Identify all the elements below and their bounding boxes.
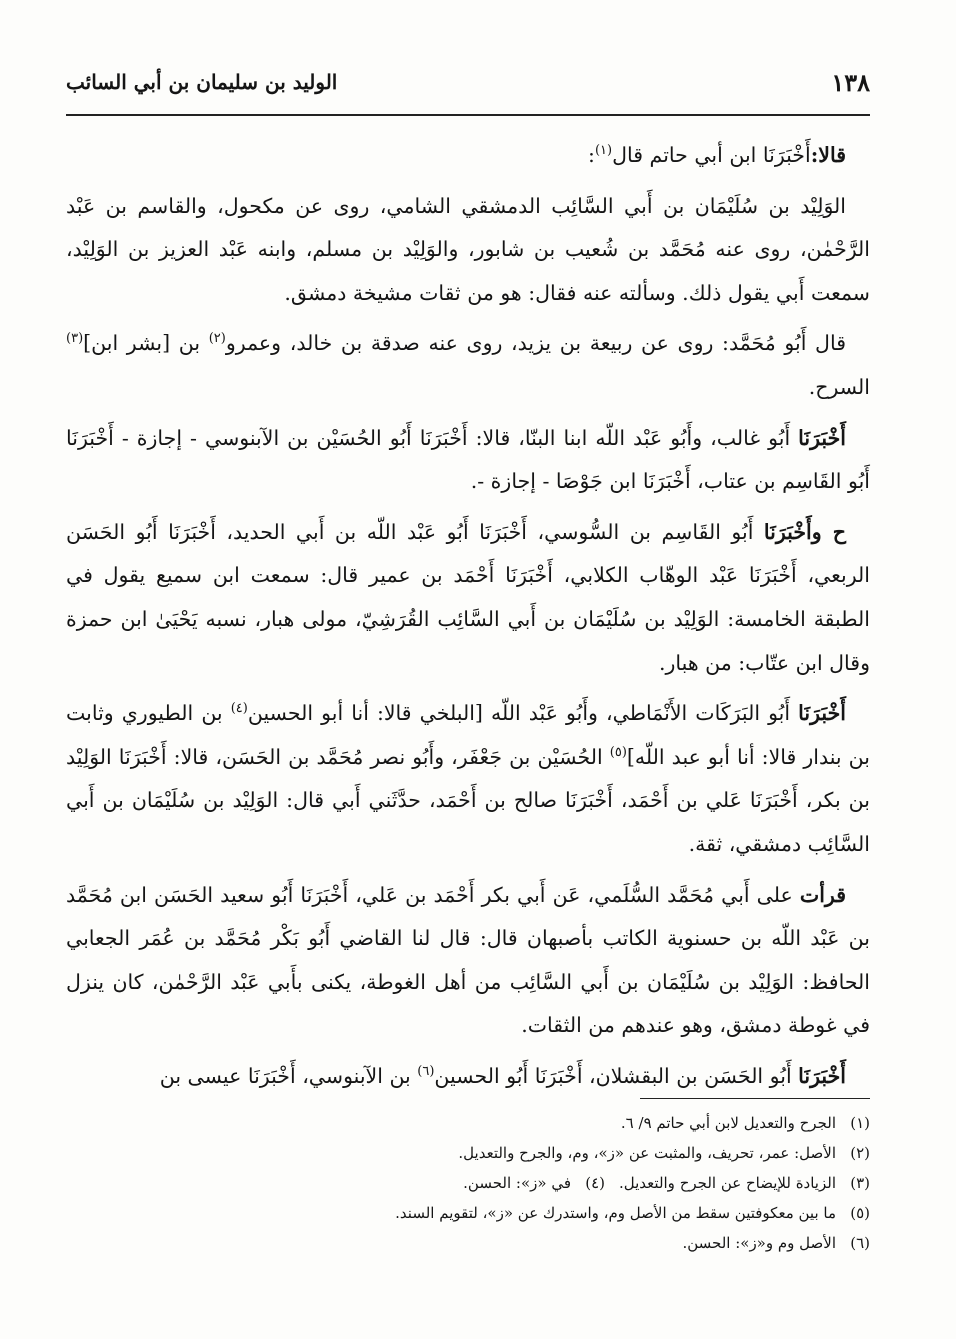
footnote [66, 1108, 870, 1138]
paragraph-text: قال أَبُو مُحَمَّد: روى عن ربيعة بن يزيد، روى عنه صدقة بن خالد، وعمرو [225, 331, 846, 356]
footnote-number: (٤) [585, 1174, 605, 1192]
footnote-reference: (٢) [208, 331, 226, 347]
paragraph-text: الحُسَيْن بن جَعْفَر، وأَبُو نصر مُحَمَّد بن الحَسَن، قالا: أَخْبَرَنَا الوَلِيْد بن بكر، أَخْبَرَنَا عَلي بن أَحْمَد، أَخْبَرَنَا صالح بن أَحْمَد، حدَّثَني أَبي قال: الوَلِيْد بن سُلَيْمَان بن أَبي السَّائِب دمشقي، ثقة. [66, 744, 870, 856]
footnote-number: (٦) [850, 1234, 870, 1252]
paragraph-lead: قالا: [810, 143, 846, 167]
paragraph [66, 185, 870, 316]
page-header [66, 66, 870, 112]
footnote-text: الأصل وم و«ز»: الحسن. [682, 1234, 836, 1252]
paragraph-lead: أَخْبَرَنَا [798, 1063, 846, 1088]
running-title: الوليد بن سليمان بن أبي السائب [66, 70, 338, 94]
footnote-reference: (٦) [417, 1064, 435, 1080]
paragraph-text: أَبُو القَاسِم بن السُّوسي، أَخْبَرَنَا أَبُو عَبْد اللّه بن أَبي الحديد، أَخْبَرَنَا أَبُو الحَسَن الربعي، أَخْبَرَنَا عَبْد الوهّاب الكلابي، أَخْبَرَنَا أَحْمَد بن عمير قال: سمعت ابن سميع يقول في الطبقة الخامسة: الوَلِيْد بن سُلَيْمَان بن أَبي السَّائِب القُرَشِيّ، مولى هبار، نسبه يَحْيَىٰ ابن حمزة وقال ابن عتّاب: من هبار. [66, 519, 870, 675]
footnote-number: (١) [850, 1114, 870, 1132]
footnote-number: (٥) [850, 1204, 870, 1222]
paragraph [66, 874, 870, 1048]
paragraph-lead: أَخْبَرَنَا [798, 425, 846, 450]
footnote [66, 1198, 870, 1228]
paragraph-text: بن الطيوري وثابت بن بندار قالا: أنا أبو عبد اللّه] [66, 701, 870, 769]
paragraph-text: الوَلِيْد بن سُلَيْمَان بن أَبي السَّائِب الدمشقي الشامي، روى عن مكحول، والقاسم بن عَبْد الرَّحْمٰن، روى عنه مُحَمَّد بن شُعيب بن شابور، والوَلِيْد بن مسلم، وابنه عَبْد العزيز بن الوَلِيْد، سمعت أَبي يقول ذلك. وسألته عنه فقال: هو من ثقات مشيخة دمشق. [66, 193, 870, 305]
paragraph-text: على أَبي مُحَمَّد السُّلَمي، عَن أَبي بكر أَحْمَد بن عَلي، أَخْبَرَنَا أَبُو سعيد الحَسَن ابن مُحَمَّد بن عَبْد اللّه بن حسنوية الكاتب بأصبهان قال: قال لنا القاضي أَبُو بَكْر مُحَمَّد بن عُمَر الجعابي الحافظ: الوَلِيْد بن سُلَيْمَان بن أَبي السَّائِب من أهل الغوطة، يكنى بأَبي عَبْد الرَّحْمٰن، كان ينزل في غوطة دمشق، وهو عندهم من الثقات. [66, 882, 870, 1038]
main-text [66, 134, 870, 1105]
footnote-text: الزيادة للإيضاح عن الجرح والتعديل. [619, 1174, 836, 1192]
paragraph-lead: قرأت [799, 882, 846, 907]
paragraph [66, 511, 870, 685]
footnote-reference: (٤) [230, 701, 248, 717]
paragraph-lead: ح وأَخْبَرَنَا [763, 519, 846, 544]
footnote-number: (٣) [850, 1174, 870, 1192]
paragraph-text: أَبُو البَرَكَات الأَنْمَاطي، وأَبُو عَبْد اللّه [البلخي قالا: أنا أبو الحسين [247, 701, 799, 726]
paragraph-text: أَبُو الحَسَن بن البقشلان، أَخْبَرَنَا أَبُو الحسين [434, 1063, 799, 1088]
footnote-reference: (٥) [609, 744, 627, 760]
header-rule [66, 114, 870, 116]
footnote-reference: (١) [594, 143, 613, 159]
paragraph-text: أَبُو غالب، وأَبُو عَبْد اللّه ابنا البنّا، قالا: أَخْبَرَنَا أَبُو الحُسَيْن بن الآبنوسي - إجازة - أَخْبَرَنَا أَبُو القَاسِم بن عتاب، أَخْبَرَنَا ابن جَوْصَا - إجازة -. [66, 425, 870, 494]
footnote-text: الأصل: عمر، تحريف، والمثبت عن «ز»، وم، والجرح والتعديل. [458, 1144, 836, 1162]
footnote-number: (٢) [850, 1144, 870, 1162]
footnotes [66, 1108, 870, 1258]
footnote-reference: (٣) [66, 331, 84, 347]
paragraph [66, 322, 870, 409]
paragraph-text: بن الآبنوسي، أَخْبَرَنَا عيسى بن [159, 1063, 418, 1088]
paragraph [66, 692, 870, 866]
paragraph-text: : [588, 143, 595, 167]
footnote [66, 1228, 870, 1258]
paragraph-text: أَخْبَرَنَا ابن أبي حاتم قال [612, 143, 811, 167]
paragraph-lead: أَخْبَرَنَا [798, 701, 846, 726]
page-number: ١٣٨ [831, 68, 870, 97]
footnote-text: ما بين معكوفتين سقط من الأصل وم، واستدرك عن «ز»، لتقويم السند. [395, 1204, 836, 1222]
paragraph [66, 134, 870, 178]
footnote [66, 1168, 870, 1198]
paragraph [66, 1055, 870, 1099]
paragraph-text: بن [بشر ابن] [83, 331, 209, 356]
paragraph [66, 417, 870, 504]
footnote-text: الجرح والتعديل لابن أبي حاتم ٩/ ٦. [620, 1114, 836, 1132]
footnote-text: في «ز»: الحسن. [463, 1174, 571, 1192]
footnote-rule [640, 1098, 870, 1099]
paragraph-text: السرح. [808, 374, 870, 399]
footnote [66, 1138, 870, 1168]
